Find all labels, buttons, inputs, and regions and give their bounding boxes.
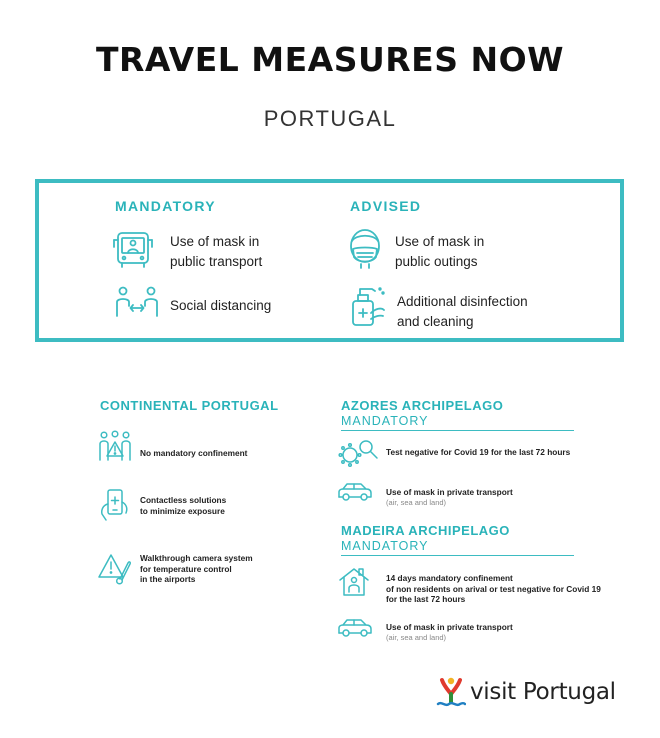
- virus-magnifier-icon: [338, 436, 380, 470]
- visit-portugal-logo-text: visit Portugal: [470, 679, 616, 705]
- page-title: TRAVEL MEASURES NOW: [95, 40, 565, 79]
- azores-divider: [341, 430, 574, 431]
- face-mask-icon: [346, 228, 384, 270]
- page-subtitle: PORTUGAL: [263, 106, 397, 131]
- continental-heading: CONTINENTAL PORTUGAL: [100, 398, 279, 413]
- car-icon: [337, 617, 373, 639]
- madeira-item-confinement: 14 days mandatory confinement of non residents on arival or test negative for Covid 19 for the last 72 hours: [386, 573, 601, 604]
- madeira-divider: [341, 555, 574, 556]
- mandatory-item-social-distancing: Social distancing: [170, 298, 272, 313]
- visit-portugal-logo-mark: [436, 676, 466, 710]
- phone-hand-icon: [98, 488, 132, 522]
- thermometer-icon: [98, 553, 132, 585]
- madeira-subheading: MANDATORY: [341, 539, 429, 553]
- madeira-heading: MADEIRA ARCHIPELAGO: [341, 523, 510, 538]
- continental-item-contactless: Contactless solutions to minimize exposure: [140, 495, 227, 516]
- crowd-icon: [98, 430, 132, 462]
- azores-heading: AZORES ARCHIPELAGO: [341, 398, 504, 413]
- advised-item-disinfection: Additional disinfection and cleaning: [397, 294, 528, 329]
- madeira-item-mask: Use of mask in private transport (air, sea and land): [386, 622, 513, 642]
- continental-item-confinement: No mandatory confinement: [140, 448, 248, 458]
- advised-item-mask-outings: Use of mask in public outings: [395, 234, 485, 269]
- azores-item-mask: Use of mask in private transport (air, sea and land): [386, 487, 513, 507]
- car-icon: [337, 481, 373, 503]
- continental-item-camera: Walkthrough camera system for temperature control in the airports: [140, 553, 253, 584]
- mandatory-item-mask-transport: Use of mask in public transport: [170, 234, 263, 269]
- mandatory-heading: MANDATORY: [115, 198, 216, 214]
- social-distancing-icon: [114, 286, 160, 322]
- house-icon: [338, 566, 370, 598]
- azores-item-test: Test negative for Covid 19 for the last 72 hours: [386, 447, 571, 457]
- azores-subheading: MANDATORY: [341, 414, 429, 428]
- hand-sanitizer-icon: [347, 283, 387, 327]
- advised-heading: ADVISED: [350, 198, 422, 214]
- bus-icon: [110, 230, 156, 270]
